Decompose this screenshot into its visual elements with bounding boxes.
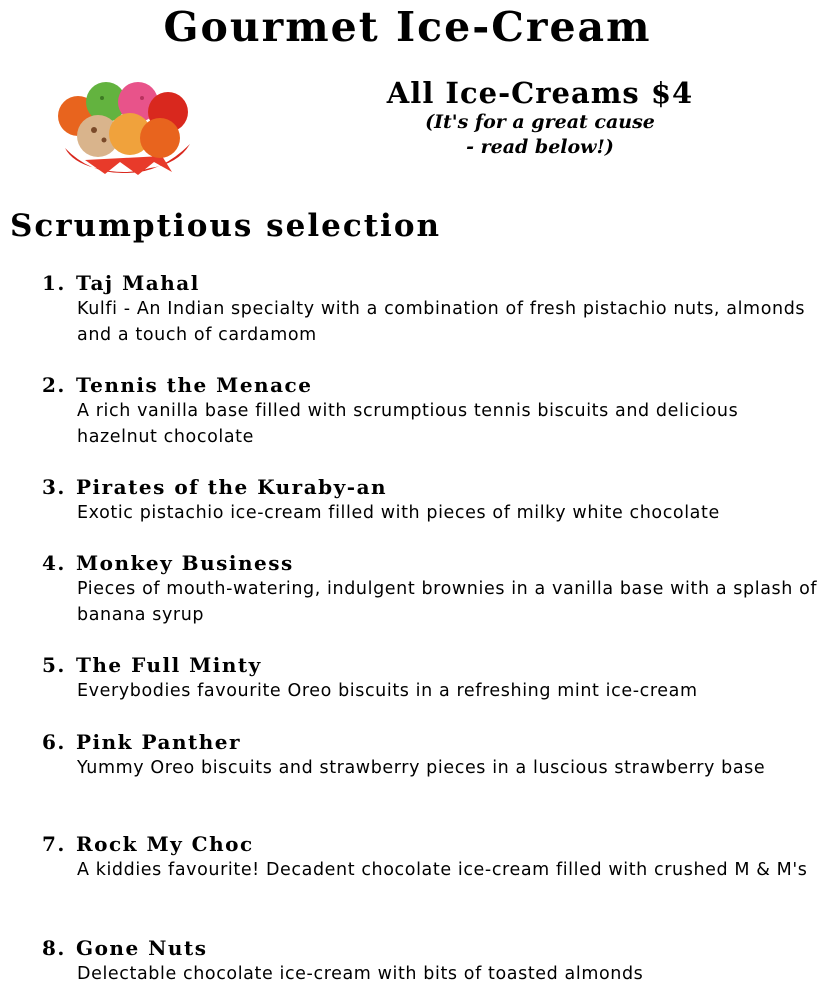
flavour-number: 4. (42, 551, 66, 575)
flavour-number: 8. (42, 936, 66, 960)
flavour-heading (42, 729, 822, 755)
flavour-name: Taj Mahal (76, 271, 200, 295)
flavour-item (42, 652, 822, 704)
flavour-heading (42, 270, 822, 296)
chocolate-chip-2 (102, 138, 107, 143)
flavour-heading (42, 652, 822, 678)
flavour-heading (42, 935, 822, 961)
flavour-name: Pink Panther (76, 730, 242, 754)
flavour-name: Gone Nuts (76, 936, 208, 960)
flavour-name: Rock My Choc (76, 832, 254, 856)
flavour-name: Pirates of the Kuraby-an (76, 475, 388, 499)
chocolate-chip-1 (91, 127, 97, 133)
flavour-description: Kulfi - An Indian specialty with a combination of fresh pistachio nuts, almonds and a touch of cardamom (77, 299, 806, 345)
flavour-name: The Full Minty (76, 653, 262, 677)
flavour-heading (42, 550, 822, 576)
flavour-description: Pieces of mouth-watering, indulgent brownies in a vanilla base with a splash of banana syrup (77, 579, 818, 625)
flavour-number: 1. (42, 271, 66, 295)
flavour-number: 3. (42, 475, 66, 499)
flavour-description: Exotic pistachio ice-cream filled with pieces of milky white chocolate (77, 503, 720, 523)
flavour-item (42, 831, 822, 883)
flavour-item (42, 550, 822, 628)
flavour-item (42, 372, 822, 450)
flavour-description: Yummy Oreo biscuits and strawberry pieces in a luscious strawberry base (77, 758, 766, 778)
ice-cream-scoops-illustration (50, 78, 200, 178)
flavour-number: 6. (42, 730, 66, 754)
section-heading: Scrumptious selection (10, 208, 442, 244)
flavour-number: 5. (42, 653, 66, 677)
orange-scoop-right (140, 118, 180, 158)
flavour-item (42, 935, 822, 987)
flavour-description: Everybodies favourite Oreo biscuits in a refreshing mint ice-cream (77, 681, 698, 701)
flavour-description: A rich vanilla base filled with scrumptious tennis biscuits and delicious hazelnut chocolate (77, 401, 739, 447)
flavour-number: 2. (42, 373, 66, 397)
strawberry-bit (140, 96, 144, 100)
flavour-heading (42, 831, 822, 857)
price-block (330, 76, 750, 160)
ice-cream-scoops-image (50, 78, 200, 178)
price-text: All Ice-Creams $4 (386, 76, 694, 110)
pistachio-bit (100, 96, 104, 100)
flavour-description: A kiddies favourite! Decadent chocolate ice-cream filled with crushed M & M's (77, 860, 808, 880)
flavour-item (42, 270, 822, 348)
flavour-name: Tennis the Menace (76, 373, 313, 397)
flavour-description: Delectable chocolate ice-cream with bits of toasted almonds (77, 964, 644, 984)
page-title: Gourmet Ice-Cream (163, 3, 652, 51)
flavour-number: 7. (42, 832, 66, 856)
cause-text-line-1: (It's for a great cause (425, 111, 655, 133)
flavour-heading (42, 474, 822, 500)
flavour-name: Monkey Business (76, 551, 294, 575)
flavour-item (42, 729, 822, 781)
cause-text-line-2: - read below!) (466, 136, 614, 158)
flavour-heading (42, 372, 822, 398)
flavour-item (42, 474, 822, 526)
